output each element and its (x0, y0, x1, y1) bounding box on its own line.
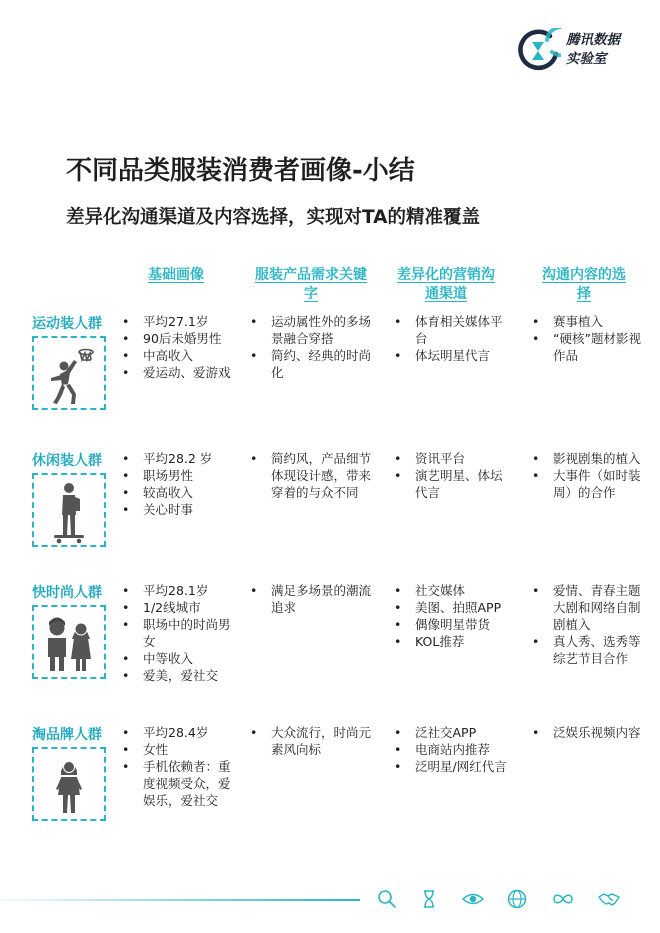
list-item: • 真人秀、选秀等综艺节目合作 (532, 633, 642, 667)
list-item: • 电商站内推荐 (394, 741, 518, 758)
list-item: • 社交媒体 (394, 582, 509, 599)
search-icon (376, 888, 398, 910)
logo-text-line2: 实验室 (566, 51, 607, 67)
cell-channels (394, 724, 518, 775)
cell-basic (122, 450, 234, 518)
list-item: • 美图、拍照APP (394, 599, 509, 616)
list-item: • 泛社交APP (394, 724, 518, 741)
cell-basic (122, 582, 234, 684)
eye-icon (462, 888, 484, 910)
cell-content (532, 313, 642, 364)
list-item: • 简约、经典的时尚化 (250, 347, 371, 381)
cell-channels (394, 313, 509, 364)
list-item: • 职场男性 (122, 467, 234, 484)
list-item: • 平均28.4岁 (122, 724, 234, 741)
list-item: • 赛事植入 (532, 313, 642, 330)
globe-icon (506, 888, 528, 910)
list-item: • KOL推荐 (394, 633, 509, 650)
list-item: • 平均28.2 岁 (122, 450, 234, 467)
cell-basic (122, 313, 234, 381)
woman-icon (34, 749, 104, 819)
list-item: • 资讯平台 (394, 450, 509, 467)
basketball-player-icon (34, 338, 104, 408)
infinity-icon (552, 888, 574, 910)
cell-keywords (250, 313, 371, 381)
cell-content (532, 450, 642, 501)
list-item: • 中高收入 (122, 347, 234, 364)
handshake-icon (598, 888, 620, 910)
list-item: • 女性 (122, 741, 234, 758)
column-header-basic: 基础画像 (148, 267, 204, 283)
cell-basic (122, 724, 234, 809)
list-item: • 平均27.1岁 (122, 313, 234, 330)
logo-text-line1: 腾讯数据 (566, 32, 620, 48)
cell-keywords (250, 582, 371, 616)
group-label: 休闲装人群 (32, 453, 102, 469)
icon-box (32, 336, 106, 410)
group-label: 运动装人群 (32, 316, 102, 332)
page-subtitle: 差异化沟通渠道及内容选择，实现对TA的精准覆盖 (66, 207, 481, 228)
list-item: • “硬核”题材影视作品 (532, 330, 642, 364)
list-item: • 体育相关媒体平台 (394, 313, 509, 347)
list-item: • 中等收入 (122, 650, 234, 667)
list-item: • 大众流行，时尚元素风向标 (250, 724, 371, 758)
cell-channels (394, 582, 509, 650)
list-item: • 职场中的时尚男女 (122, 616, 234, 650)
group-label: 快时尚人群 (32, 585, 102, 601)
list-item: • 偶像明星带货 (394, 616, 509, 633)
icon-box (32, 473, 106, 547)
group-label: 淘品牌人群 (32, 727, 102, 743)
footer-divider (0, 899, 360, 901)
list-item: • 满足多场景的潮流追求 (250, 582, 371, 616)
column-header-keywords: 服装产品需求关键字 (255, 267, 367, 302)
skateboarder-icon (34, 475, 104, 545)
cell-content (532, 582, 642, 667)
list-item: • 大事件（如时装周）的合作 (532, 467, 642, 501)
icon-box (32, 605, 106, 679)
page-title: 不同品类服装消费者画像-小结 (66, 156, 415, 186)
list-item: • 较高收入 (122, 484, 234, 501)
list-item: • 爱美，爱社交 (122, 667, 234, 684)
cell-content (532, 724, 642, 741)
list-item: • 简约风，产品细节体现设计感，带来穿着的与众不同 (250, 450, 371, 501)
list-item: • 手机依赖者：重度视频受众，爱娱乐，爱社交 (122, 758, 234, 809)
list-item: • 运动属性外的多场景融合穿搭 (250, 313, 371, 347)
couple-icon (34, 607, 104, 677)
list-item: • 平均28.1岁 (122, 582, 234, 599)
cell-keywords (250, 724, 371, 758)
list-item: • 泛娱乐视频内容 (532, 724, 642, 741)
list-item: • 90后未婚男性 (122, 330, 234, 347)
icon-box (32, 747, 106, 821)
logo (515, 26, 640, 76)
list-item: • 爱运动、爱游戏 (122, 364, 234, 381)
column-header-channels: 差异化的营销沟通渠道 (397, 267, 495, 302)
list-item: • 关心时事 (122, 501, 234, 518)
hourglass-icon (418, 888, 440, 910)
cell-keywords (250, 450, 371, 501)
list-item: • 体坛明星代言 (394, 347, 509, 364)
list-item: • 泛明星/网红代言 (394, 758, 518, 775)
list-item: • 1/2线城市 (122, 599, 234, 616)
tencent-data-lab-logo-icon (515, 28, 561, 74)
cell-channels (394, 450, 509, 501)
list-item: • 影视剧集的植入 (532, 450, 642, 467)
column-header-content: 沟通内容的选择 (542, 267, 626, 302)
list-item: • 演艺明星、体坛代言 (394, 467, 509, 501)
list-item: • 爱情、青春主题大剧和网络自制剧植入 (532, 582, 642, 633)
